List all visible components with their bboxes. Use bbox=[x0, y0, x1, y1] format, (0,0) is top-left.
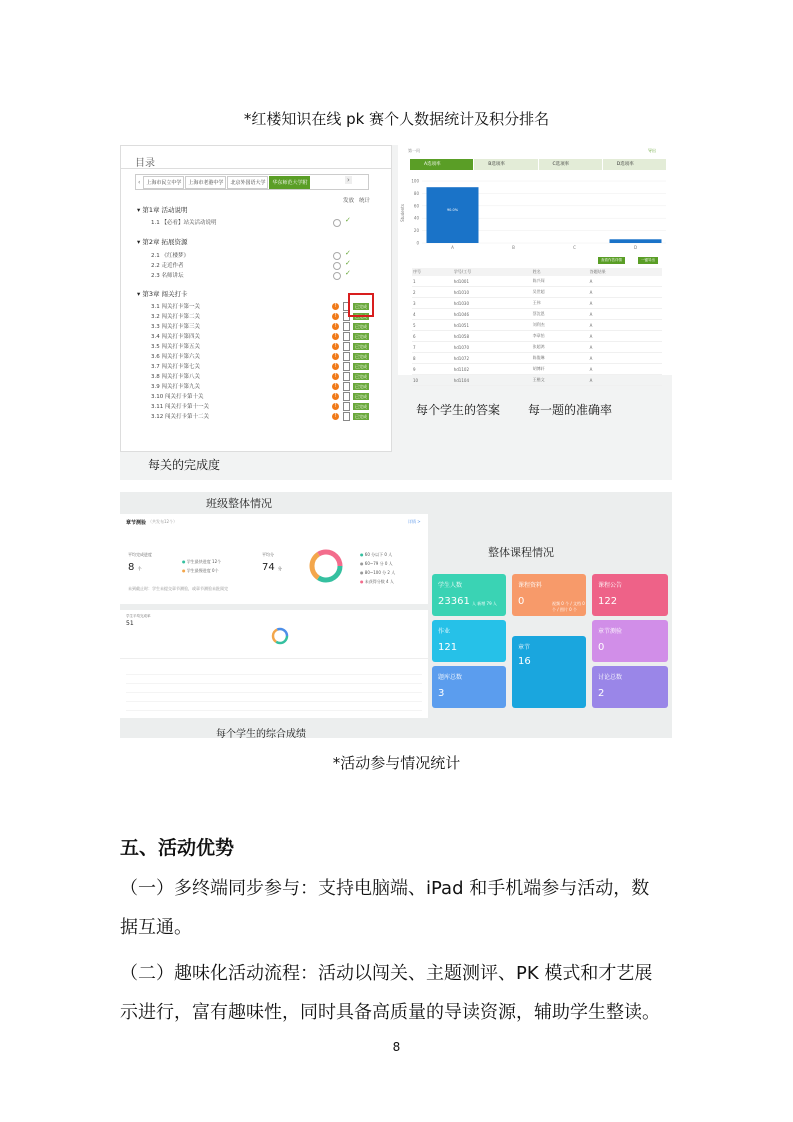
stat-card-label: 题库总数 bbox=[438, 674, 463, 681]
paragraph-1-line-1: （一）多终端同步参与：支持电脑端、iPad 和手机端参与活动，数 bbox=[120, 878, 650, 899]
stat-card-value: 2 bbox=[598, 688, 605, 699]
section-subtitle: （共发布12个） bbox=[148, 519, 178, 524]
stat-card-value: 16 bbox=[518, 656, 531, 667]
stat-card[interactable] bbox=[432, 666, 506, 708]
screenshot-personal-stats bbox=[120, 145, 672, 480]
y-axis-label: Students bbox=[400, 204, 405, 222]
stat-card-value: 121 bbox=[438, 642, 458, 653]
chapter-item[interactable]: 3.11 闯关打卡第十一关 bbox=[151, 404, 209, 410]
school-tabs bbox=[135, 174, 369, 190]
bar bbox=[610, 239, 662, 243]
status-badge[interactable]: 已完成 bbox=[355, 354, 367, 359]
stat-card[interactable] bbox=[512, 574, 586, 616]
table-row: 6 hd1058 李章怡 A bbox=[412, 331, 662, 342]
col-stats: 统计 bbox=[359, 198, 371, 204]
paragraph-2-line-1: （二）趣味化活动流程：活动以闯关、主题测评、PK 模式和才艺展 bbox=[120, 963, 653, 984]
x-tick-label: C bbox=[573, 245, 576, 250]
answers-panel bbox=[398, 145, 672, 383]
table-row: 10 hd1104 王楷文 A bbox=[412, 375, 662, 386]
table-row: 4 hd1046 蔡沈恩 A bbox=[412, 309, 662, 320]
x-tick-label: A bbox=[451, 245, 454, 250]
check-icon: ✓ bbox=[345, 259, 351, 267]
table-row: 8 hd1072 陈俊琳 A bbox=[412, 353, 662, 364]
document-icon[interactable] bbox=[343, 322, 350, 331]
stat-card-label: 讨论总数 bbox=[598, 674, 623, 681]
answer-tabs bbox=[410, 159, 666, 170]
y-tick-label: 80 bbox=[413, 190, 419, 196]
stat-card[interactable] bbox=[512, 636, 586, 708]
th-result: 答题结果 bbox=[589, 269, 606, 274]
page-number: 8 bbox=[392, 1040, 401, 1054]
status-badge[interactable]: 已完成 bbox=[355, 304, 367, 309]
alert-icon: ! bbox=[332, 323, 339, 330]
back-link[interactable]: 第一问 bbox=[408, 148, 420, 153]
chapter-1-title: ▾ 第1章 活动说明 bbox=[137, 206, 188, 214]
class-overview-heading: 班级整体情况 bbox=[206, 497, 272, 510]
paragraph-2-line-2: 示进行，富有趣味性，同时具备高质量的导读资源，辅助学生整读。 bbox=[120, 1002, 660, 1023]
tab-school-4[interactable]: 华东师范大学附 bbox=[269, 176, 310, 189]
view-detail-button[interactable]: 查看作答详情 bbox=[598, 257, 625, 264]
y-tick-label: 40 bbox=[413, 215, 419, 221]
check-icon: ✓ bbox=[345, 216, 351, 224]
document-icon[interactable] bbox=[343, 342, 350, 351]
status-badge[interactable]: 已完成 bbox=[355, 384, 367, 389]
chevron-left-icon[interactable]: ‹ bbox=[138, 178, 141, 186]
status-badge[interactable]: 已完成 bbox=[355, 324, 367, 329]
chevron-right-icon[interactable]: › bbox=[347, 176, 350, 184]
avg-score-label: 平均分 bbox=[262, 552, 274, 557]
stat-card[interactable] bbox=[432, 620, 506, 662]
document-icon[interactable] bbox=[343, 352, 350, 361]
avg-progress-value: 8 个 bbox=[128, 562, 142, 573]
sub-value: 51 bbox=[126, 620, 134, 627]
stat-card-label: 章节测验 bbox=[598, 628, 623, 635]
table-row: 7 hd1070 张超鸿 A bbox=[412, 342, 662, 353]
check-icon: ✓ bbox=[345, 249, 351, 257]
th-name: 姓名 bbox=[532, 269, 541, 274]
stat-card-label: 学生人数 bbox=[438, 582, 463, 589]
chapter-item[interactable]: 3.1 闯关打卡第一关 bbox=[151, 304, 200, 310]
table-row: 3 hd1030 王伟 A bbox=[412, 298, 662, 309]
stat-card-value: 23361 bbox=[438, 596, 470, 607]
table-row: 9 hd1102 胡博轩 A bbox=[412, 364, 662, 375]
export-link[interactable]: 导出 bbox=[648, 148, 656, 153]
alert-icon: ! bbox=[332, 413, 339, 420]
th-index: 序号 bbox=[413, 269, 421, 274]
release-circle-icon bbox=[333, 219, 341, 227]
document-icon[interactable] bbox=[343, 362, 350, 371]
alert-icon: ! bbox=[332, 343, 339, 350]
chapter-test-card bbox=[120, 514, 428, 604]
grades-table bbox=[126, 666, 422, 712]
chapter-item[interactable]: 3.5 闯关打卡第五关 bbox=[151, 344, 200, 350]
chapter-item[interactable]: 3.9 闯关打卡第九关 bbox=[151, 384, 200, 390]
student-grades-card bbox=[120, 610, 428, 718]
chapter-item[interactable]: 3.10 闯关打卡第十关 bbox=[151, 394, 204, 400]
tab-school-3[interactable]: 北京外国语大学 bbox=[227, 176, 268, 189]
stat-card[interactable] bbox=[592, 574, 668, 616]
stat-card-label: 作业 bbox=[438, 628, 451, 635]
bar bbox=[427, 187, 479, 243]
label-accuracy: 每一题的准确率 bbox=[528, 403, 613, 417]
x-tick-label: B bbox=[512, 245, 515, 250]
stat-card-note: 人 新增 79 人 bbox=[472, 601, 497, 606]
alert-icon: ! bbox=[332, 403, 339, 410]
chapter-item[interactable]: 3.3 闯关打卡第三关 bbox=[151, 324, 200, 330]
score-donut bbox=[308, 548, 344, 584]
figure-caption-top: *红楼知识在线 pk 赛个人数据统计及积分排名 bbox=[243, 110, 550, 128]
stat-card-label: 章节 bbox=[518, 644, 531, 651]
stat-card-label: 课程资料 bbox=[518, 582, 543, 589]
alert-icon: ! bbox=[332, 393, 339, 400]
stat-card[interactable] bbox=[432, 574, 506, 616]
paragraph-1-line-2: 据互通。 bbox=[120, 917, 192, 938]
document-icon[interactable] bbox=[343, 382, 350, 391]
status-badge[interactable]: 已完成 bbox=[355, 364, 367, 369]
export-all-button[interactable]: 一键导出 bbox=[638, 257, 658, 264]
sub-label: 学生平均完成率 bbox=[126, 614, 151, 618]
tab-school-2[interactable]: 上海市老港中学 bbox=[185, 176, 226, 189]
answer-bar-chart bbox=[398, 173, 672, 253]
score-bands: ● 60 分以下 0 人 ● 60~79 分 0 人 ● 80~100 分 2 人 ● 未获得分数 4 人 bbox=[360, 552, 396, 584]
chapter-2-title: ▾ 第2章 拓展资源 bbox=[137, 238, 188, 246]
x-tick-label: D bbox=[633, 245, 638, 250]
document-icon[interactable] bbox=[343, 412, 350, 421]
tab-option-a[interactable]: A选项率 bbox=[410, 159, 473, 170]
label-completion: 每关的完成度 bbox=[148, 458, 221, 472]
chapter-item[interactable]: 2.3 名师讲坛 bbox=[151, 273, 184, 279]
chapter-item[interactable]: 3.4 闯关打卡第四关 bbox=[151, 334, 200, 340]
status-badge[interactable]: 已完成 bbox=[355, 404, 367, 409]
chapter-item[interactable]: 3.2 闯关打卡第二关 bbox=[151, 314, 200, 320]
col-release: 发放 bbox=[343, 198, 355, 204]
course-overview-heading: 整体课程情况 bbox=[488, 546, 554, 559]
chapter-item[interactable]: 2.1 《红楼梦》 bbox=[151, 253, 189, 259]
status-badge[interactable]: 已完成 bbox=[355, 334, 367, 339]
stat-card-note: 视频 0 个 / 文档 0 个 / 图片 0 个 bbox=[552, 601, 585, 612]
document-icon[interactable] bbox=[343, 402, 350, 411]
chapter-item[interactable]: 3.8 闯关打卡第八关 bbox=[151, 374, 200, 380]
alert-icon: ! bbox=[332, 333, 339, 340]
alert-icon: ! bbox=[332, 353, 339, 360]
figure-caption-bottom: *活动参与情况统计 bbox=[332, 754, 461, 772]
bar-data-label: 90.0% bbox=[446, 208, 459, 213]
slowest-legend: ● 学生最慢进度 0个 bbox=[182, 568, 219, 573]
y-tick-label: 20 bbox=[413, 228, 419, 234]
release-circle-icon bbox=[333, 262, 341, 270]
course-stat-cards bbox=[432, 574, 668, 708]
y-tick-label: 60 bbox=[413, 203, 419, 209]
y-tick-label: 100 bbox=[411, 178, 419, 184]
release-circle-icon bbox=[333, 272, 341, 280]
label-answers: 每个学生的答案 bbox=[416, 403, 501, 417]
section-heading: 五、活动优势 bbox=[120, 837, 235, 859]
y-tick-label: 0 bbox=[416, 240, 419, 246]
avg-score-value: 74 分 bbox=[262, 562, 282, 573]
completion-donut bbox=[270, 626, 290, 646]
status-badge[interactable]: 已完成 bbox=[355, 394, 367, 399]
chapter-item[interactable]: 3.12 闯关打卡第十二关 bbox=[151, 414, 209, 420]
document-icon[interactable] bbox=[343, 372, 350, 381]
tab-option-d[interactable]: D选项率 bbox=[603, 159, 666, 170]
stat-card-value: 122 bbox=[598, 596, 618, 607]
th-id: 学号/工号 bbox=[453, 269, 472, 274]
alert-icon: ! bbox=[332, 313, 339, 320]
tab-option-b[interactable]: B选项率 bbox=[474, 159, 537, 170]
tab-option-c[interactable]: C选项率 bbox=[539, 159, 602, 170]
document-icon[interactable] bbox=[343, 392, 350, 401]
student-grades-label: 每个学生的综合成绩 bbox=[216, 729, 306, 738]
highlight-box bbox=[348, 293, 374, 317]
chapter-item[interactable]: 2.2 走近作者 bbox=[151, 263, 184, 269]
tab-school-1[interactable]: 上海市民立中学 bbox=[143, 176, 184, 189]
answers-table bbox=[412, 268, 662, 386]
stat-card[interactable] bbox=[592, 666, 668, 708]
status-badge[interactable]: 已完成 bbox=[355, 314, 367, 319]
screenshot-participation bbox=[120, 492, 672, 738]
alert-icon: ! bbox=[332, 373, 339, 380]
status-badge[interactable]: 已完成 bbox=[355, 374, 367, 379]
alert-icon: ! bbox=[332, 363, 339, 370]
status-badge[interactable]: 已完成 bbox=[355, 414, 367, 419]
toc-title: 目录 bbox=[135, 158, 155, 169]
chapter-item[interactable]: 3.6 闯关打卡第六关 bbox=[151, 354, 200, 360]
chapter-item[interactable]: 3.7 闯关打卡第七关 bbox=[151, 364, 200, 370]
avg-progress-label: 平均完成进度 bbox=[128, 552, 152, 557]
stat-card[interactable] bbox=[592, 620, 668, 662]
alert-icon: ! bbox=[332, 303, 339, 310]
section-title: 章节测验 bbox=[126, 520, 147, 526]
stat-card-value: 0 bbox=[518, 596, 525, 607]
stat-card-value: 3 bbox=[438, 688, 445, 699]
alert-icon: ! bbox=[332, 383, 339, 390]
table-row: 1 hd1001 陈兴琛 A bbox=[412, 276, 662, 287]
note-text: 未到截止时：学生未提交章节测验，或章节测验未批阅完 bbox=[128, 586, 228, 591]
stat-card-value: 0 bbox=[598, 642, 605, 653]
chapter-3-title: ▾ 第3章 闯关打卡 bbox=[137, 290, 188, 298]
fastest-legend: ● 学生最快进度 12个 bbox=[182, 559, 222, 564]
status-badge[interactable]: 已完成 bbox=[355, 344, 367, 349]
toc-panel bbox=[120, 145, 392, 452]
table-row: 2 hd1010 吴世超 A bbox=[412, 287, 662, 298]
chapter-item[interactable]: 1.1 【必看】站关活动说明 bbox=[151, 220, 217, 226]
table-row: 5 hd1051 刘利杰 A bbox=[412, 320, 662, 331]
check-icon: ✓ bbox=[345, 269, 351, 277]
detail-link[interactable]: 详情 > bbox=[408, 519, 421, 524]
release-circle-icon bbox=[333, 252, 341, 260]
document-icon[interactable] bbox=[343, 332, 350, 341]
stat-card-label: 课程公告 bbox=[598, 582, 623, 589]
